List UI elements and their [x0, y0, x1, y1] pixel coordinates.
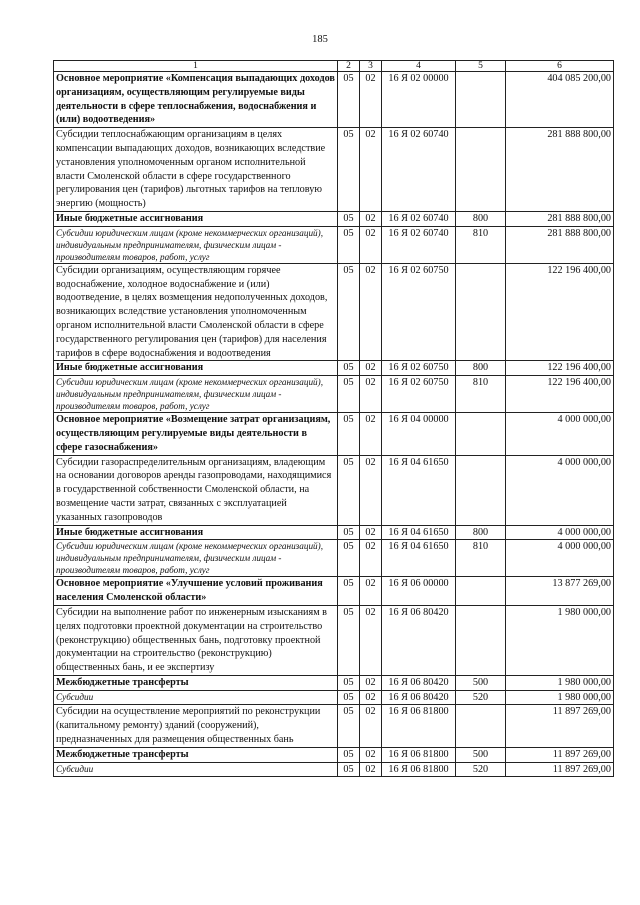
row-section-cell: 05 — [338, 72, 360, 128]
row-amount-cell: 11 897 269,00 — [506, 747, 614, 762]
row-code-cell: 16 Я 02 60750 — [382, 263, 456, 361]
row-code-cell: 16 Я 06 80420 — [382, 675, 456, 690]
table-row — [54, 605, 614, 675]
row-expense-type-cell — [456, 128, 506, 212]
row-subsection-cell: 02 — [360, 577, 382, 606]
header-col-3: 3 — [360, 61, 382, 72]
row-section-cell: 05 — [338, 540, 360, 577]
row-amount-cell: 4 000 000,00 — [506, 540, 614, 577]
row-name-cell: Субсидии организациям, осуществляющим горячее водоснабжение, холодное водоснабжение и (или) водоотведение, в целях возмещения недополученных доходов, возникающих вследствие установления уполномоченным органом исполнительной власти Смоленской области в сфере государственного регулирования цен (тарифов) для населения тарифов в сфере водоснабжения и водоотведения — [54, 263, 338, 361]
row-code-cell: 16 Я 02 60750 — [382, 361, 456, 376]
row-amount-cell: 11 897 269,00 — [506, 705, 614, 747]
row-name-cell: Субсидии газораспределительным организациям, владеющим на основании договоров аренды газопроводами, находящимися в государственной собственности Смоленской области, на возмещение части затрат, связанных с эксплуатацией указанных газопроводов — [54, 455, 338, 525]
row-expense-type-cell: 800 — [456, 361, 506, 376]
row-section-cell: 05 — [338, 211, 360, 226]
row-name-cell: Субсидии юридическим лицам (кроме некоммерческих организаций), индивидуальным предпринимателям, физическим лицам - производителям товаров, работ, услуг — [54, 540, 338, 577]
table-row — [54, 540, 614, 577]
header-col-4: 4 — [382, 61, 456, 72]
row-section-cell: 05 — [338, 413, 360, 455]
row-amount-cell: 1 980 000,00 — [506, 690, 614, 705]
row-code-cell: 16 Я 02 60740 — [382, 226, 456, 263]
row-name-cell: Основное мероприятие «Компенсация выпадающих доходов организациям, осуществляющим регулируемые виды деятельности в сфере теплоснабжения, водоснабжения и (или) водоотведения» — [54, 72, 338, 128]
row-amount-cell: 1 980 000,00 — [506, 605, 614, 675]
row-section-cell: 05 — [338, 577, 360, 606]
table-row — [54, 455, 614, 525]
row-amount-cell: 122 196 400,00 — [506, 263, 614, 361]
row-expense-type-cell: 810 — [456, 540, 506, 577]
row-section-cell: 05 — [338, 226, 360, 263]
row-amount-cell: 122 196 400,00 — [506, 376, 614, 413]
row-subsection-cell: 02 — [360, 211, 382, 226]
row-expense-type-cell: 810 — [456, 226, 506, 263]
row-name-cell: Субсидии теплоснабжающим организациям в целях компенсации выпадающих доходов, возникающих вследствие установления уполномоченным органом исполнительной власти Смоленской области в сфере государственного регулирования цен (тарифов) льготных тарифов на тепловую энергию (мощность) — [54, 128, 338, 212]
row-subsection-cell: 02 — [360, 413, 382, 455]
table-row — [54, 762, 614, 777]
row-section-cell: 05 — [338, 128, 360, 212]
row-code-cell: 16 Я 06 80420 — [382, 690, 456, 705]
row-expense-type-cell: 800 — [456, 211, 506, 226]
row-expense-type-cell — [456, 605, 506, 675]
table-row — [54, 128, 614, 212]
row-code-cell: 16 Я 06 81800 — [382, 705, 456, 747]
row-code-cell: 16 Я 04 61650 — [382, 455, 456, 525]
row-code-cell: 16 Я 02 60740 — [382, 211, 456, 226]
row-amount-cell: 4 000 000,00 — [506, 525, 614, 540]
row-subsection-cell: 02 — [360, 675, 382, 690]
row-section-cell: 05 — [338, 747, 360, 762]
row-subsection-cell: 02 — [360, 263, 382, 361]
header-col-6: 6 — [506, 61, 614, 72]
row-name-cell: Субсидии на выполнение работ по инженерным изысканиям в целях подготовки проектной документации на строительство (реконструкцию) общественных бань, подготовку проектной документации на строительство (реконструкцию) общественных бань, и ее экспертизу — [54, 605, 338, 675]
row-section-cell: 05 — [338, 605, 360, 675]
row-amount-cell: 4 000 000,00 — [506, 455, 614, 525]
table-row — [54, 211, 614, 226]
row-code-cell: 16 Я 06 81800 — [382, 762, 456, 777]
row-expense-type-cell — [456, 72, 506, 128]
table-row — [54, 747, 614, 762]
row-expense-type-cell — [456, 263, 506, 361]
row-section-cell: 05 — [338, 525, 360, 540]
row-amount-cell: 281 888 800,00 — [506, 211, 614, 226]
row-amount-cell: 122 196 400,00 — [506, 361, 614, 376]
row-expense-type-cell: 810 — [456, 376, 506, 413]
row-amount-cell: 1 980 000,00 — [506, 675, 614, 690]
row-section-cell: 05 — [338, 455, 360, 525]
table-row — [54, 525, 614, 540]
row-subsection-cell: 02 — [360, 605, 382, 675]
row-subsection-cell: 02 — [360, 525, 382, 540]
row-amount-cell: 11 897 269,00 — [506, 762, 614, 777]
row-expense-type-cell: 500 — [456, 675, 506, 690]
row-name-cell: Межбюджетные трансферты — [54, 747, 338, 762]
table-row — [54, 577, 614, 606]
row-expense-type-cell: 520 — [456, 762, 506, 777]
row-name-cell: Субсидии на осуществление мероприятий по реконструкции (капитальному ремонту) зданий (сооружений), предназначенных для размещения общественных бань — [54, 705, 338, 747]
row-amount-cell: 281 888 800,00 — [506, 226, 614, 263]
row-name-cell: Межбюджетные трансферты — [54, 675, 338, 690]
header-row — [54, 61, 614, 72]
row-section-cell: 05 — [338, 376, 360, 413]
row-amount-cell: 404 085 200,00 — [506, 72, 614, 128]
table-row — [54, 413, 614, 455]
table-header — [54, 61, 614, 72]
row-subsection-cell: 02 — [360, 747, 382, 762]
row-name-cell: Иные бюджетные ассигнования — [54, 525, 338, 540]
row-name-cell: Основное мероприятие «Улучшение условий проживания населения Смоленской области» — [54, 577, 338, 606]
row-name-cell: Субсидии — [54, 690, 338, 705]
table-row — [54, 690, 614, 705]
row-subsection-cell: 02 — [360, 762, 382, 777]
row-expense-type-cell — [456, 455, 506, 525]
row-code-cell: 16 Я 02 60750 — [382, 376, 456, 413]
row-section-cell: 05 — [338, 263, 360, 361]
table-row — [54, 675, 614, 690]
row-name-cell: Субсидии юридическим лицам (кроме некоммерческих организаций), индивидуальным предпринимателям, физическим лицам - производителям товаров, работ, услуг — [54, 376, 338, 413]
row-amount-cell: 281 888 800,00 — [506, 128, 614, 212]
row-subsection-cell: 02 — [360, 455, 382, 525]
row-subsection-cell: 02 — [360, 361, 382, 376]
row-code-cell: 16 Я 02 00000 — [382, 72, 456, 128]
row-name-cell: Основное мероприятие «Возмещение затрат организациям, осуществляющим регулируемые виды деятельности в сфере газоснабжения» — [54, 413, 338, 455]
row-section-cell: 05 — [338, 361, 360, 376]
header-col-1: 1 — [54, 61, 338, 72]
row-name-cell: Иные бюджетные ассигнования — [54, 211, 338, 226]
row-subsection-cell: 02 — [360, 690, 382, 705]
budget-table — [53, 60, 614, 777]
row-section-cell: 05 — [338, 762, 360, 777]
row-name-cell: Субсидии — [54, 762, 338, 777]
row-expense-type-cell — [456, 705, 506, 747]
row-code-cell: 16 Я 06 80420 — [382, 605, 456, 675]
row-code-cell: 16 Я 04 61650 — [382, 540, 456, 577]
row-code-cell: 16 Я 02 60740 — [382, 128, 456, 212]
page-number: 185 — [312, 34, 328, 45]
table-row — [54, 263, 614, 361]
row-section-cell: 05 — [338, 705, 360, 747]
header-col-5: 5 — [456, 61, 506, 72]
row-code-cell: 16 Я 06 81800 — [382, 747, 456, 762]
table-row — [54, 226, 614, 263]
table-row — [54, 72, 614, 128]
table-row — [54, 705, 614, 747]
row-expense-type-cell — [456, 413, 506, 455]
header-col-2: 2 — [338, 61, 360, 72]
row-subsection-cell: 02 — [360, 540, 382, 577]
row-name-cell: Иные бюджетные ассигнования — [54, 361, 338, 376]
row-subsection-cell: 02 — [360, 226, 382, 263]
row-code-cell: 16 Я 04 00000 — [382, 413, 456, 455]
table-body — [54, 72, 614, 777]
row-name-cell: Субсидии юридическим лицам (кроме некоммерческих организаций), индивидуальным предпринимателям, физическим лицам - производителям товаров, работ, услуг — [54, 226, 338, 263]
row-subsection-cell: 02 — [360, 72, 382, 128]
table-row — [54, 361, 614, 376]
row-amount-cell: 13 877 269,00 — [506, 577, 614, 606]
row-subsection-cell: 02 — [360, 128, 382, 212]
table-row — [54, 376, 614, 413]
row-expense-type-cell: 800 — [456, 525, 506, 540]
row-section-cell: 05 — [338, 690, 360, 705]
row-subsection-cell: 02 — [360, 705, 382, 747]
row-expense-type-cell: 500 — [456, 747, 506, 762]
row-code-cell: 16 Я 04 61650 — [382, 525, 456, 540]
row-subsection-cell: 02 — [360, 376, 382, 413]
row-amount-cell: 4 000 000,00 — [506, 413, 614, 455]
row-section-cell: 05 — [338, 675, 360, 690]
row-code-cell: 16 Я 06 00000 — [382, 577, 456, 606]
row-expense-type-cell: 520 — [456, 690, 506, 705]
row-expense-type-cell — [456, 577, 506, 606]
